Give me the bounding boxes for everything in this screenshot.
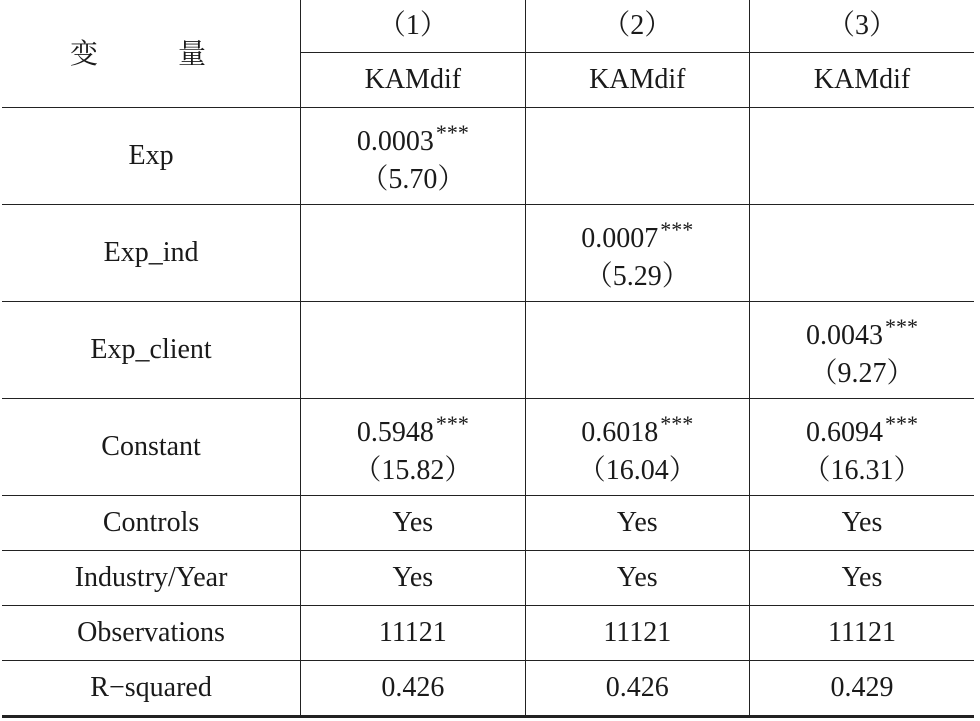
regression-table xyxy=(2,0,974,718)
table-cell xyxy=(750,205,974,302)
table-cell: 11121 xyxy=(525,606,749,661)
dependent-variable-3: KAMdif xyxy=(750,53,974,108)
table-cell xyxy=(525,399,749,496)
table-row xyxy=(2,551,974,606)
table-cell: 11121 xyxy=(750,606,974,661)
table-cell: Yes xyxy=(301,551,525,606)
t-statistic: （5.29） xyxy=(584,260,690,292)
column-number-1: （1） xyxy=(301,0,525,53)
table-cell: Yes xyxy=(301,496,525,551)
table-cell xyxy=(301,108,525,205)
row-label: Exp_ind xyxy=(2,205,301,302)
row-label: R−squared xyxy=(2,661,301,717)
table-row xyxy=(2,399,974,496)
table-cell xyxy=(525,108,749,205)
table-cell: Yes xyxy=(525,496,749,551)
table-cell xyxy=(750,108,974,205)
table-row xyxy=(2,496,974,551)
row-label: Exp_client xyxy=(2,302,301,399)
significance-stars: *** xyxy=(885,313,918,339)
significance-stars: *** xyxy=(660,410,694,436)
table-cell: Yes xyxy=(525,551,749,606)
table-cell xyxy=(301,302,525,399)
table-row xyxy=(2,108,974,205)
column-number-3: （3） xyxy=(827,10,898,41)
table-row xyxy=(2,606,974,661)
coefficient: 0.0003 xyxy=(356,125,434,157)
significance-stars: *** xyxy=(435,410,469,436)
table-cell xyxy=(750,302,974,399)
row-label: Exp xyxy=(2,108,301,205)
t-statistic: （9.27） xyxy=(809,357,915,389)
table-cell: Yes xyxy=(750,551,974,606)
coefficient: 0.0043 xyxy=(806,319,883,351)
table-row xyxy=(2,661,974,717)
row-label: Industry/Year xyxy=(2,551,301,606)
significance-stars: *** xyxy=(435,119,469,145)
t-statistic: （16.31） xyxy=(802,454,922,486)
dependent-variable-2: KAMdif xyxy=(525,53,749,108)
table-cell xyxy=(301,399,525,496)
coefficient: 0.0007 xyxy=(581,222,659,254)
table-cell: 0.429 xyxy=(750,661,974,717)
table-cell xyxy=(525,302,749,399)
table-cell xyxy=(750,399,974,496)
significance-stars: *** xyxy=(660,216,694,242)
coefficient: 0.5948 xyxy=(356,416,434,448)
dependent-variable-1: KAMdif xyxy=(301,53,525,108)
t-statistic: （5.70） xyxy=(360,163,466,195)
t-statistic: （15.82） xyxy=(353,454,473,486)
significance-stars: *** xyxy=(885,410,918,436)
table-cell: 0.426 xyxy=(525,661,749,717)
variable-header: 变 量 xyxy=(2,0,301,108)
row-label: Controls xyxy=(2,496,301,551)
table-cell xyxy=(301,205,525,302)
header-row-column-numbers xyxy=(2,0,974,53)
table-row xyxy=(2,302,974,399)
row-label: Observations xyxy=(2,606,301,661)
table-cell: Yes xyxy=(750,496,974,551)
coefficient: 0.6094 xyxy=(806,416,883,448)
row-label: Constant xyxy=(2,399,301,496)
table-cell: 11121 xyxy=(301,606,525,661)
t-statistic: （16.04） xyxy=(577,454,697,486)
table-cell xyxy=(525,205,749,302)
coefficient: 0.6018 xyxy=(581,416,659,448)
table-cell: 0.426 xyxy=(301,661,525,717)
table-row xyxy=(2,205,974,302)
column-number-2: （2） xyxy=(525,0,749,53)
